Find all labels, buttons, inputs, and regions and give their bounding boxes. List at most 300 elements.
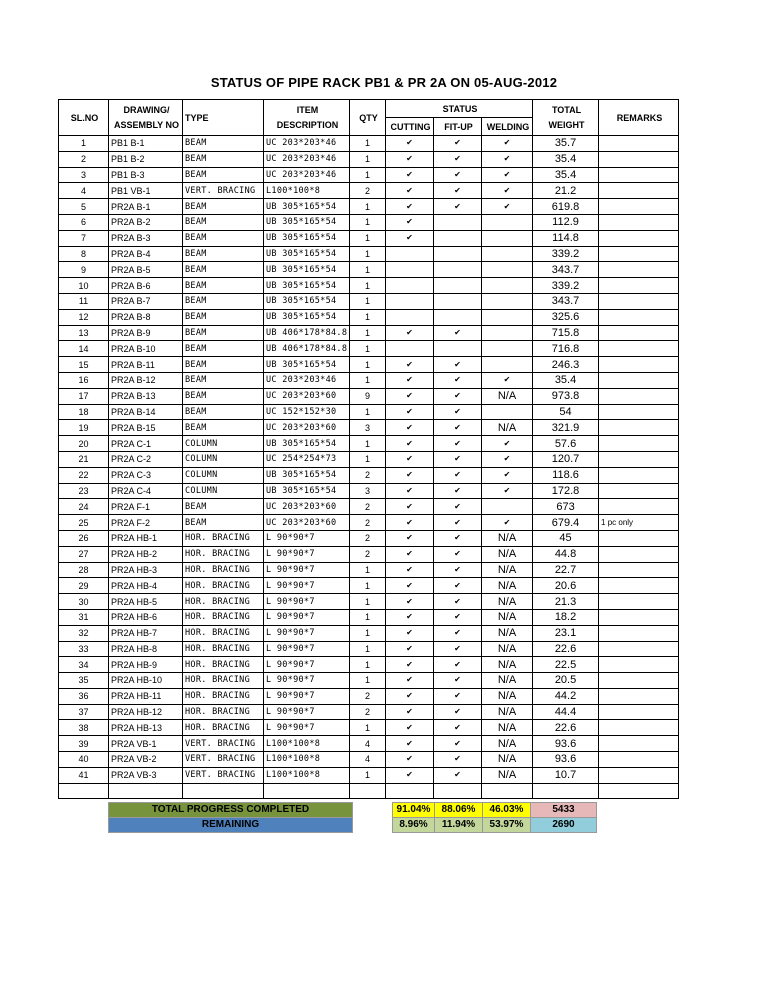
- remarks: [599, 499, 679, 515]
- qty: 1: [350, 246, 386, 262]
- fitup-status: ✔: [434, 688, 482, 704]
- drawing-no: PR2A C-2: [109, 451, 183, 467]
- qty: 2: [350, 183, 386, 199]
- table-row: [59, 499, 679, 515]
- table-row: [59, 467, 679, 483]
- type: HOR. BRACING: [183, 609, 264, 625]
- cutting-status: ✔: [386, 736, 434, 752]
- item-description: UB 305*165*54: [264, 436, 350, 452]
- remarks: [599, 483, 679, 499]
- total-weight: 673: [533, 499, 599, 515]
- cutting-status: ✔: [386, 325, 434, 341]
- sl-no: 6: [59, 214, 109, 230]
- cutting-status: ✔: [386, 372, 434, 388]
- item-description: UB 305*165*54: [264, 467, 350, 483]
- total-weight: 172.8: [533, 483, 599, 499]
- header-fitup: FIT-UP: [434, 118, 482, 136]
- completed-cutting: 91.04%: [393, 803, 435, 818]
- item-description: UB 406*178*84.8: [264, 325, 350, 341]
- welding-status: [482, 262, 533, 278]
- remarks: [599, 625, 679, 641]
- drawing-no: PB1 B-1: [109, 136, 183, 152]
- type: COLUMN: [183, 483, 264, 499]
- fitup-status: ✔: [434, 483, 482, 499]
- total-weight: 246.3: [533, 357, 599, 373]
- qty: 1: [350, 151, 386, 167]
- cutting-status: [386, 309, 434, 325]
- sl-no: 38: [59, 720, 109, 736]
- total-weight: 112.9: [533, 214, 599, 230]
- table-row: [59, 167, 679, 183]
- type: HOR. BRACING: [183, 704, 264, 720]
- cutting-status: ✔: [386, 404, 434, 420]
- qty: 2: [350, 546, 386, 562]
- drawing-no: PR2A B-1: [109, 199, 183, 215]
- total-weight: 57.6: [533, 436, 599, 452]
- remarks: [599, 767, 679, 783]
- table-row: [59, 562, 679, 578]
- total-weight: 679.4: [533, 515, 599, 531]
- welding-status: [482, 499, 533, 515]
- sl-no: 31: [59, 609, 109, 625]
- qty: 2: [350, 530, 386, 546]
- fitup-status: ✔: [434, 388, 482, 404]
- sl-no: 37: [59, 704, 109, 720]
- sl-no: 34: [59, 657, 109, 673]
- remarks: [599, 451, 679, 467]
- type: HOR. BRACING: [183, 530, 264, 546]
- remarks: [599, 309, 679, 325]
- remarks: [599, 562, 679, 578]
- table-row: [59, 641, 679, 657]
- cutting-status: ✔: [386, 467, 434, 483]
- fitup-status: ✔: [434, 594, 482, 610]
- item-description: UB 305*165*54: [264, 214, 350, 230]
- remarks: [599, 404, 679, 420]
- drawing-no: PR2A B-12: [109, 372, 183, 388]
- qty: 1: [350, 562, 386, 578]
- fitup-status: ✔: [434, 530, 482, 546]
- welding-status: [482, 246, 533, 262]
- item-description: UB 305*165*54: [264, 278, 350, 294]
- sl-no: 10: [59, 278, 109, 294]
- table-row: [59, 609, 679, 625]
- total-weight: 339.2: [533, 278, 599, 294]
- item-description: UB 406*178*84.8: [264, 341, 350, 357]
- drawing-no: PR2A HB-9: [109, 657, 183, 673]
- header-welding: WELDING: [482, 118, 533, 136]
- cutting-status: ✔: [386, 420, 434, 436]
- type: BEAM: [183, 499, 264, 515]
- remarks: [599, 246, 679, 262]
- type: BEAM: [183, 214, 264, 230]
- completed-row: [109, 803, 597, 818]
- remarks: [599, 167, 679, 183]
- drawing-no: PR2A HB-11: [109, 688, 183, 704]
- qty: 1: [350, 578, 386, 594]
- item-description: L100*100*8: [264, 183, 350, 199]
- table-row: [59, 151, 679, 167]
- fitup-status: [434, 293, 482, 309]
- remarks: [599, 293, 679, 309]
- fitup-status: ✔: [434, 546, 482, 562]
- table-row: [59, 372, 679, 388]
- drawing-no: PR2A B-15: [109, 420, 183, 436]
- drawing-no: PR2A HB-3: [109, 562, 183, 578]
- drawing-no: PR2A B-7: [109, 293, 183, 309]
- total-weight: 21.3: [533, 594, 599, 610]
- type: BEAM: [183, 262, 264, 278]
- welding-status: ✔: [482, 451, 533, 467]
- total-weight: 45: [533, 530, 599, 546]
- cutting-status: ✔: [386, 704, 434, 720]
- sl-no: 41: [59, 767, 109, 783]
- type: BEAM: [183, 372, 264, 388]
- total-weight: 22.6: [533, 720, 599, 736]
- remarks: [599, 736, 679, 752]
- sl-no: 1: [59, 136, 109, 152]
- welding-status: N/A: [482, 625, 533, 641]
- remarks: [599, 530, 679, 546]
- cutting-status: ✔: [386, 230, 434, 246]
- table-row: [59, 720, 679, 736]
- fitup-status: [434, 230, 482, 246]
- sl-no: 9: [59, 262, 109, 278]
- table-row: [59, 246, 679, 262]
- drawing-no: PR2A HB-6: [109, 609, 183, 625]
- qty: 1: [350, 262, 386, 278]
- welding-status: [482, 278, 533, 294]
- welding-status: [482, 214, 533, 230]
- qty: 4: [350, 736, 386, 752]
- type: HOR. BRACING: [183, 673, 264, 689]
- type: COLUMN: [183, 436, 264, 452]
- fitup-status: [434, 309, 482, 325]
- total-weight: 35.4: [533, 167, 599, 183]
- qty: 1: [350, 278, 386, 294]
- item-description: UB 305*165*54: [264, 246, 350, 262]
- type: BEAM: [183, 199, 264, 215]
- table-row: [59, 625, 679, 641]
- completed-fitup: 88.06%: [435, 803, 483, 818]
- cutting-status: ✔: [386, 594, 434, 610]
- remarks: [599, 673, 679, 689]
- cutting-status: ✔: [386, 688, 434, 704]
- drawing-no: PR2A B-10: [109, 341, 183, 357]
- qty: 1: [350, 625, 386, 641]
- type: HOR. BRACING: [183, 562, 264, 578]
- table-row: [59, 752, 679, 768]
- total-weight: 343.7: [533, 262, 599, 278]
- cutting-status: ✔: [386, 388, 434, 404]
- type: HOR. BRACING: [183, 720, 264, 736]
- fitup-status: ✔: [434, 451, 482, 467]
- welding-status: N/A: [482, 688, 533, 704]
- item-description: L100*100*8: [264, 752, 350, 768]
- drawing-no: PR2A B-4: [109, 246, 183, 262]
- remarks: [599, 578, 679, 594]
- total-weight: 10.7: [533, 767, 599, 783]
- welding-status: N/A: [482, 546, 533, 562]
- remarks: [599, 609, 679, 625]
- total-weight: 44.2: [533, 688, 599, 704]
- sl-no: 24: [59, 499, 109, 515]
- table-row: [59, 199, 679, 215]
- welding-status: N/A: [482, 562, 533, 578]
- remaining-label: REMAINING: [109, 818, 353, 833]
- welding-status: ✔: [482, 183, 533, 199]
- type: BEAM: [183, 341, 264, 357]
- qty: 2: [350, 515, 386, 531]
- table-row: [59, 515, 679, 531]
- item-description: UB 305*165*54: [264, 483, 350, 499]
- welding-status: ✔: [482, 467, 533, 483]
- drawing-no: PR2A F-1: [109, 499, 183, 515]
- fitup-status: ✔: [434, 562, 482, 578]
- drawing-no: PB1 VB-1: [109, 183, 183, 199]
- item-description: L 90*90*7: [264, 562, 350, 578]
- remaining-weight: 2690: [531, 818, 597, 833]
- remaining-welding: 53.97%: [483, 818, 531, 833]
- total-weight: 35.4: [533, 151, 599, 167]
- welding-status: N/A: [482, 594, 533, 610]
- drawing-no: PR2A B-5: [109, 262, 183, 278]
- sl-no: 21: [59, 451, 109, 467]
- total-weight: 54: [533, 404, 599, 420]
- qty: 1: [350, 609, 386, 625]
- drawing-no: PR2A HB-13: [109, 720, 183, 736]
- fitup-status: ✔: [434, 767, 482, 783]
- header-item: ITEM DESCRIPTION: [264, 100, 350, 136]
- table-row: [59, 657, 679, 673]
- sl-no: 17: [59, 388, 109, 404]
- cutting-status: ✔: [386, 183, 434, 199]
- fitup-status: ✔: [434, 657, 482, 673]
- item-description: L100*100*8: [264, 736, 350, 752]
- completed-weight: 5433: [531, 803, 597, 818]
- sl-no: 22: [59, 467, 109, 483]
- qty: 2: [350, 499, 386, 515]
- qty: 1: [350, 325, 386, 341]
- fitup-status: [434, 278, 482, 294]
- total-weight: 973.8: [533, 388, 599, 404]
- sl-no: 18: [59, 404, 109, 420]
- table-row: [59, 357, 679, 373]
- welding-status: N/A: [482, 752, 533, 768]
- sl-no: 33: [59, 641, 109, 657]
- type: BEAM: [183, 151, 264, 167]
- total-weight: 715.8: [533, 325, 599, 341]
- table-row: [59, 530, 679, 546]
- table-row: [59, 214, 679, 230]
- table-row: [59, 767, 679, 783]
- completed-label: TOTAL PROGRESS COMPLETED: [109, 803, 353, 818]
- fitup-status: ✔: [434, 372, 482, 388]
- welding-status: N/A: [482, 657, 533, 673]
- sl-no: 19: [59, 420, 109, 436]
- table-row: [59, 183, 679, 199]
- qty: 9: [350, 388, 386, 404]
- remarks: [599, 752, 679, 768]
- qty: 1: [350, 404, 386, 420]
- status-table: [58, 99, 679, 799]
- summary-table: [108, 802, 597, 833]
- type: HOR. BRACING: [183, 546, 264, 562]
- total-weight: 22.6: [533, 641, 599, 657]
- fitup-status: ✔: [434, 167, 482, 183]
- drawing-no: PR2A HB-1: [109, 530, 183, 546]
- welding-status: ✔: [482, 515, 533, 531]
- type: BEAM: [183, 230, 264, 246]
- cutting-status: ✔: [386, 199, 434, 215]
- remaining-row: [109, 818, 597, 833]
- type: BEAM: [183, 167, 264, 183]
- drawing-no: PR2A B-2: [109, 214, 183, 230]
- table-row: [59, 546, 679, 562]
- item-description: UB 305*165*54: [264, 357, 350, 373]
- type: BEAM: [183, 293, 264, 309]
- fitup-status: ✔: [434, 436, 482, 452]
- type: HOR. BRACING: [183, 688, 264, 704]
- sl-no: 16: [59, 372, 109, 388]
- type: BEAM: [183, 388, 264, 404]
- fitup-status: ✔: [434, 704, 482, 720]
- drawing-no: PR2A VB-2: [109, 752, 183, 768]
- total-weight: 20.6: [533, 578, 599, 594]
- cutting-status: ✔: [386, 720, 434, 736]
- drawing-no: PR2A B-8: [109, 309, 183, 325]
- type: HOR. BRACING: [183, 641, 264, 657]
- sl-no: 15: [59, 357, 109, 373]
- type: VERT. BRACING: [183, 752, 264, 768]
- table-row: [59, 594, 679, 610]
- fitup-status: ✔: [434, 357, 482, 373]
- sl-no: 23: [59, 483, 109, 499]
- cutting-status: ✔: [386, 436, 434, 452]
- sl-no: 11: [59, 293, 109, 309]
- welding-status: N/A: [482, 578, 533, 594]
- sl-no: 12: [59, 309, 109, 325]
- total-weight: 35.4: [533, 372, 599, 388]
- total-weight: 44.8: [533, 546, 599, 562]
- header-cutting: CUTTING: [386, 118, 434, 136]
- sl-no: 32: [59, 625, 109, 641]
- drawing-no: PR2A B-3: [109, 230, 183, 246]
- type: HOR. BRACING: [183, 578, 264, 594]
- drawing-no: PR2A VB-1: [109, 736, 183, 752]
- cutting-status: [386, 262, 434, 278]
- cutting-status: ✔: [386, 451, 434, 467]
- item-description: UC 203*203*46: [264, 151, 350, 167]
- welding-status: [482, 357, 533, 373]
- type: BEAM: [183, 246, 264, 262]
- remarks: [599, 720, 679, 736]
- type: BEAM: [183, 278, 264, 294]
- remarks: 1 pc only: [599, 515, 679, 531]
- sl-no: 8: [59, 246, 109, 262]
- type: BEAM: [183, 515, 264, 531]
- type: BEAM: [183, 357, 264, 373]
- cutting-status: ✔: [386, 214, 434, 230]
- sl-no: 20: [59, 436, 109, 452]
- cutting-status: ✔: [386, 515, 434, 531]
- total-weight: 93.6: [533, 752, 599, 768]
- cutting-status: ✔: [386, 578, 434, 594]
- header-total-weight: TOTAL WEIGHT: [533, 100, 599, 136]
- qty: 1: [350, 767, 386, 783]
- item-description: UC 203*203*60: [264, 388, 350, 404]
- total-weight: 343.7: [533, 293, 599, 309]
- type: BEAM: [183, 325, 264, 341]
- type: VERT. BRACING: [183, 183, 264, 199]
- drawing-no: PR2A VB-3: [109, 767, 183, 783]
- drawing-no: PR2A B-11: [109, 357, 183, 373]
- cutting-status: ✔: [386, 609, 434, 625]
- drawing-no: PR2A B-14: [109, 404, 183, 420]
- item-description: UB 305*165*54: [264, 262, 350, 278]
- item-description: UC 203*203*60: [264, 515, 350, 531]
- total-weight: 20.5: [533, 673, 599, 689]
- table-row: [59, 483, 679, 499]
- sl-no: 29: [59, 578, 109, 594]
- drawing-no: PR2A C-4: [109, 483, 183, 499]
- cutting-status: ✔: [386, 167, 434, 183]
- type: VERT. BRACING: [183, 767, 264, 783]
- cutting-status: [386, 293, 434, 309]
- welding-status: N/A: [482, 736, 533, 752]
- total-weight: 18.2: [533, 609, 599, 625]
- cutting-status: ✔: [386, 546, 434, 562]
- cutting-status: [386, 278, 434, 294]
- qty: 1: [350, 199, 386, 215]
- header-slno: SL.NO: [59, 100, 109, 136]
- sl-no: 28: [59, 562, 109, 578]
- fitup-status: ✔: [434, 515, 482, 531]
- fitup-status: ✔: [434, 199, 482, 215]
- item-description: UB 305*165*54: [264, 199, 350, 215]
- welding-status: ✔: [482, 483, 533, 499]
- remarks: [599, 388, 679, 404]
- sl-no: 30: [59, 594, 109, 610]
- welding-status: N/A: [482, 673, 533, 689]
- fitup-status: [434, 214, 482, 230]
- qty: 1: [350, 451, 386, 467]
- item-description: L 90*90*7: [264, 530, 350, 546]
- fitup-status: ✔: [434, 325, 482, 341]
- drawing-no: PR2A B-9: [109, 325, 183, 341]
- remarks: [599, 420, 679, 436]
- table-row: [59, 436, 679, 452]
- welding-status: ✔: [482, 136, 533, 152]
- total-weight: 325.6: [533, 309, 599, 325]
- qty: 1: [350, 673, 386, 689]
- header-type: TYPE: [183, 100, 264, 136]
- cutting-status: ✔: [386, 357, 434, 373]
- sl-no: 7: [59, 230, 109, 246]
- sl-no: 26: [59, 530, 109, 546]
- welding-status: N/A: [482, 704, 533, 720]
- drawing-no: PR2A HB-5: [109, 594, 183, 610]
- qty: 1: [350, 594, 386, 610]
- qty: 1: [350, 657, 386, 673]
- cutting-status: ✔: [386, 483, 434, 499]
- table-row: [59, 673, 679, 689]
- item-description: UB 305*165*54: [264, 230, 350, 246]
- welding-status: N/A: [482, 530, 533, 546]
- drawing-no: PR2A C-1: [109, 436, 183, 452]
- welding-status: [482, 309, 533, 325]
- sl-no: 2: [59, 151, 109, 167]
